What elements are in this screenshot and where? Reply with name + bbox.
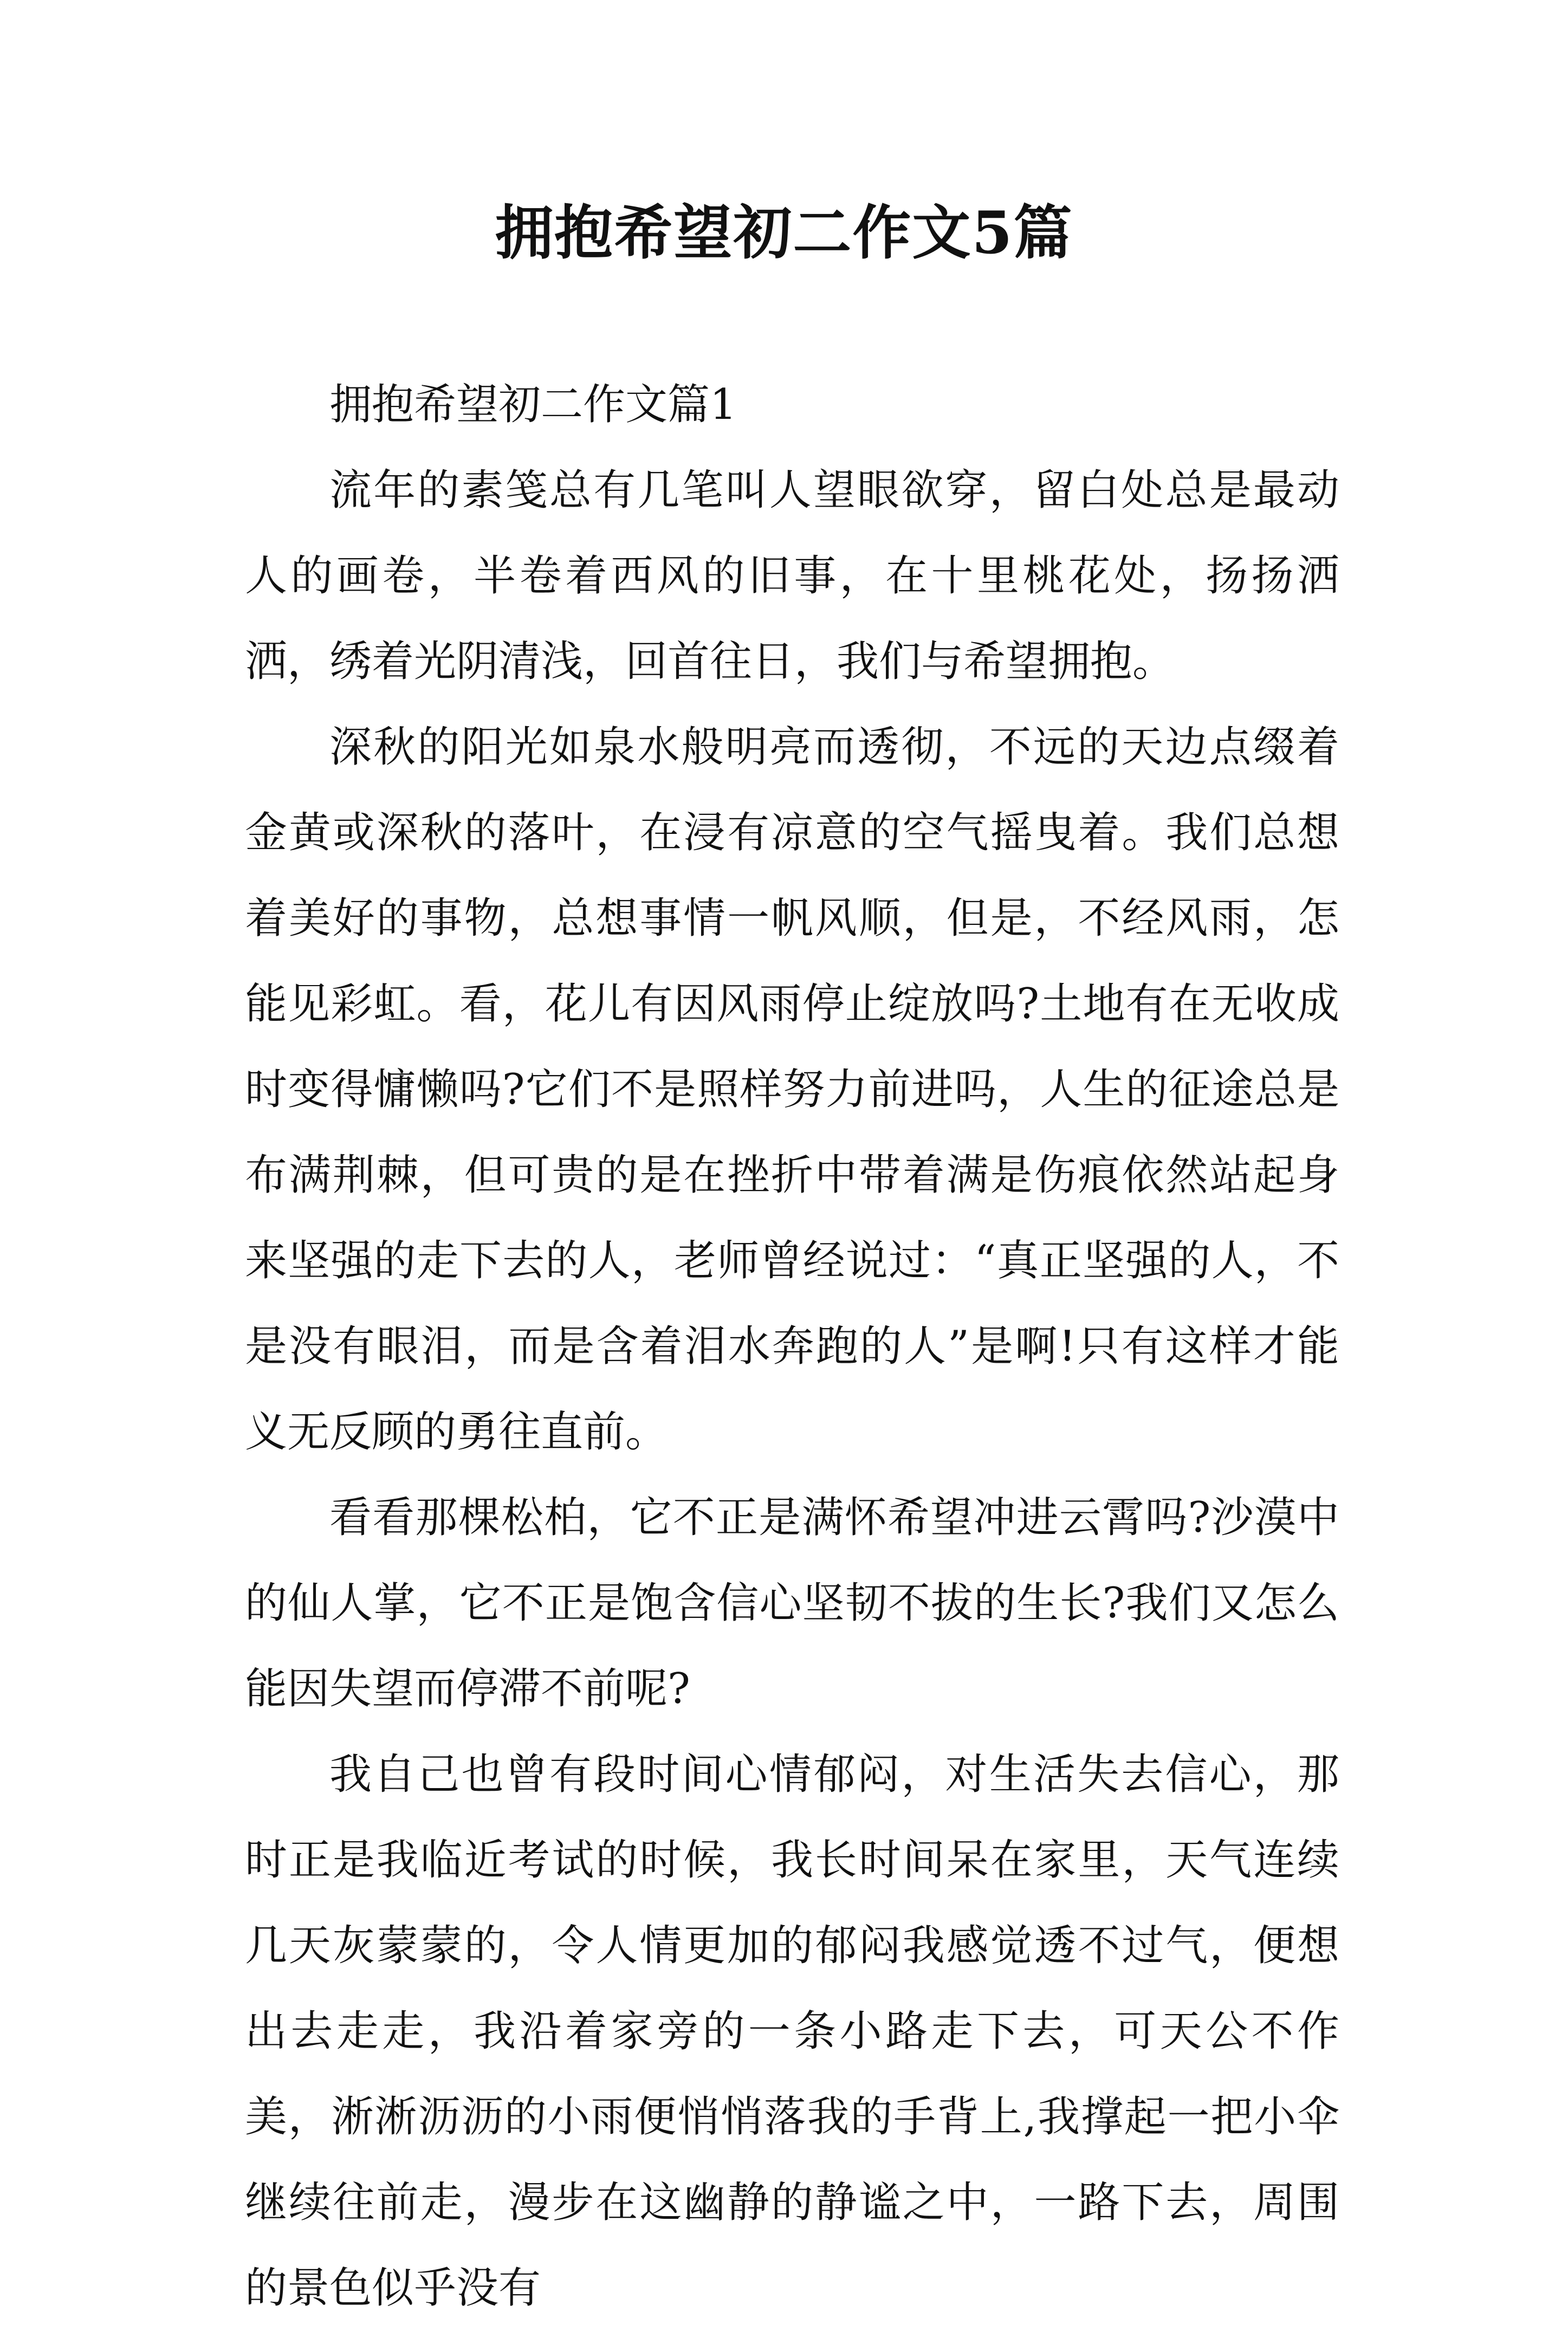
document-body xyxy=(245,362,1339,2331)
section-heading: 拥抱希望初二作文篇1 xyxy=(329,380,737,429)
paragraph-4: 我自己也曾有段时间心情郁闷，对生活失去信心，那时正是我临近考试的时候，我长时间呆在家里，天气连续几天灰蒙蒙的，令人情更加的郁闷我感觉透不过气，便想出去走走，我沿着家旁的一条小路走下去，可天公不作美，淅淅沥沥的小雨便悄悄落我的手背上,我撑起一把小伞继续往前走，漫步在这幽静的静谧之中，一路下去，周围的景色似乎没有 xyxy=(245,1750,1339,2313)
paragraph-1: 流年的素笺总有几笔叫人望眼欲穿，留白处总是最动人的画卷，半卷着西风的旧事，在十里桃花处，扬扬洒洒，绣着光阴清浅，回首往日，我们与希望拥抱。 xyxy=(245,466,1339,686)
paragraph-3: 看看那棵松柏，它不正是满怀希望冲进云霄吗?沙漠中的仙人掌，它不正是饱含信心坚韧不拔的生长?我们又怎么能因失望而停滞不前呢? xyxy=(245,1493,1339,1713)
paragraph-2: 深秋的阳光如泉水般明亮而透彻，不远的天边点缀着金黄或深秋的落叶，在浸有凉意的空气摇曳着。我们总想着美好的事物，总想事情一帆风顺，但是，不经风雨，怎能见彩虹。看，花儿有因风雨停止绽放吗?土地有在无收成时变得慵懒吗?它们不是照样努力前进吗，人生的征途总是布满荆棘，但可贵的是在挫折中带着满是伤痕依然站起身来坚强的走下去的人，老师曾经说过：“真正坚强的人，不是没有眼泪，而是含着泪水奔跑的人”是啊!只有这样才能义无反顾的勇往直前。 xyxy=(245,723,1339,1456)
document-title: 拥抱希望初二作文5篇 xyxy=(495,199,1073,267)
